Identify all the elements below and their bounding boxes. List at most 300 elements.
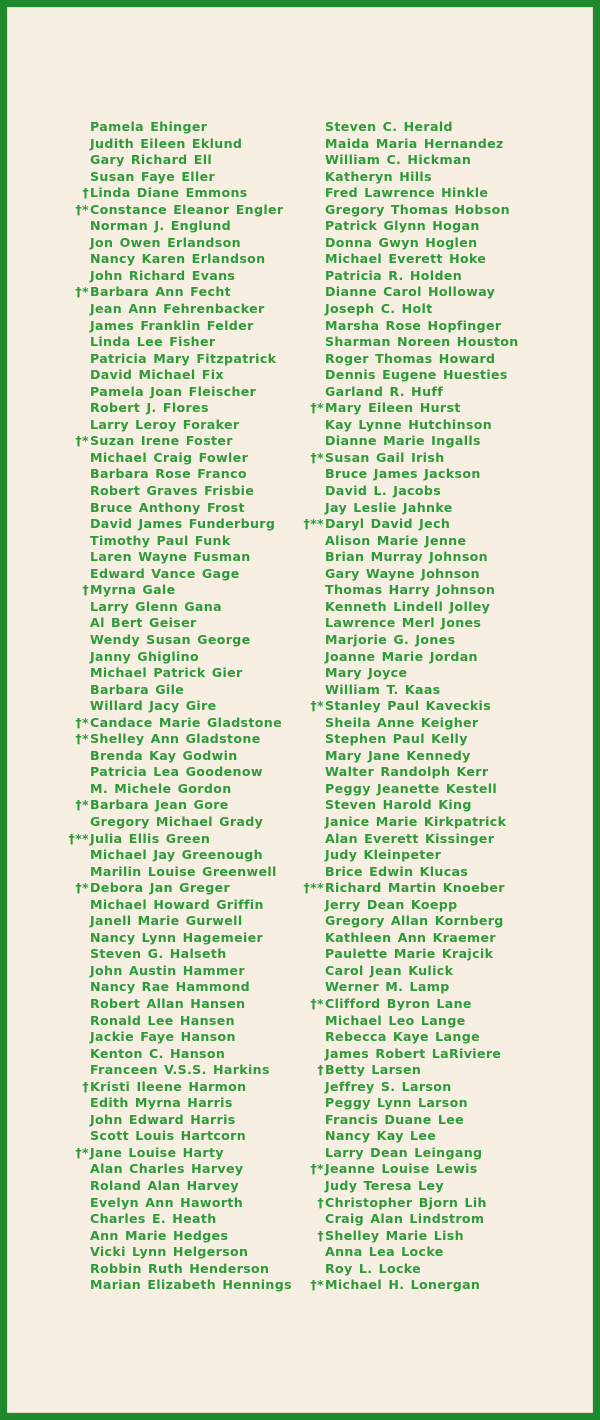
person-name: Anna Lea Locke <box>325 1244 444 1260</box>
name-entry <box>90 318 292 335</box>
name-entry <box>90 963 292 980</box>
person-name: Alison Marie Jenne <box>325 532 467 548</box>
name-entry <box>90 649 292 666</box>
person-name: Larry Dean Leingang <box>325 1144 483 1160</box>
name-entry <box>325 1095 519 1112</box>
person-name: Christopher Bjorn Lih <box>325 1194 487 1210</box>
person-name: Larry Glenn Gana <box>90 598 222 614</box>
person-name: Ann Marie Hedges <box>90 1227 229 1243</box>
person-name: Joseph C. Holt <box>325 301 433 317</box>
name-entry <box>90 979 292 996</box>
person-name: Steven Harold King <box>325 797 472 813</box>
name-entry <box>310 1277 519 1294</box>
name-entry <box>317 1194 519 1212</box>
honor-mark: †* <box>310 1161 324 1177</box>
person-name: Shelley Marie Lish <box>325 1227 464 1243</box>
person-name: Nancy Rae Hammond <box>90 979 251 995</box>
person-name: Brian Murray Johnson <box>325 549 488 565</box>
name-entry <box>75 731 292 748</box>
name-entry <box>325 1145 519 1162</box>
person-name: Thomas Harry Johnson <box>325 582 496 598</box>
person-name: Michael Leo Lange <box>325 1012 466 1028</box>
person-name: William C. Hickman <box>325 152 472 168</box>
name-entry <box>325 632 519 649</box>
name-entry <box>325 781 519 798</box>
person-name: Pamela Joan Fleischer <box>90 383 257 399</box>
name-entry <box>317 1227 519 1245</box>
person-name: Stanley Paul Kaveckis <box>325 698 492 714</box>
name-entry <box>325 218 519 235</box>
name-entry <box>325 1261 519 1278</box>
person-name: Alan Everett Kissinger <box>325 830 495 846</box>
person-name: Gregory Allan Kornberg <box>325 913 504 929</box>
person-name: Al Bert Geiser <box>90 615 197 631</box>
person-name: Susan Faye Eller <box>90 168 216 184</box>
honor-mark: †* <box>310 1277 324 1293</box>
name-entry <box>325 251 519 268</box>
person-name: James Franklin Felder <box>90 317 254 333</box>
person-name: Edward Vance Gage <box>90 565 240 581</box>
person-name: Judy Kleinpeter <box>325 847 442 863</box>
person-name: Vicki Lynn Helgerson <box>90 1244 249 1260</box>
name-entry <box>75 880 292 897</box>
name-entry <box>90 996 292 1013</box>
name-entry <box>325 1112 519 1129</box>
person-name: Jeffrey S. Larson <box>325 1078 452 1094</box>
honor-mark: †* <box>310 698 324 714</box>
name-entry <box>75 714 292 732</box>
person-name: Marian Elizabeth Hennings <box>90 1277 292 1293</box>
name-entry <box>90 417 292 434</box>
name-entry <box>90 897 292 914</box>
person-name: David James Funderburg <box>90 516 276 532</box>
person-name: Barbara Ann Fecht <box>90 284 232 300</box>
name-entry <box>325 946 519 963</box>
name-entry <box>90 400 292 417</box>
name-entry <box>90 847 292 864</box>
person-name: Paulette Marie Krajcik <box>325 946 494 962</box>
name-entry <box>90 1112 292 1129</box>
person-name: Jackie Faye Hanson <box>90 1029 236 1045</box>
person-name: Kathleen Ann Kraemer <box>325 929 496 945</box>
name-entry <box>90 913 292 930</box>
person-name: Werner M. Lamp <box>325 979 450 995</box>
name-entry <box>325 748 519 765</box>
person-name: Mary Jane Kennedy <box>325 747 471 763</box>
name-entry <box>325 864 519 881</box>
name-entry <box>90 682 292 699</box>
honor-mark: †* <box>310 400 324 416</box>
name-entry <box>90 549 292 566</box>
name-entry <box>75 201 292 219</box>
honor-mark: †* <box>75 201 89 217</box>
person-name: Myrna Gale <box>90 582 176 598</box>
name-entry <box>90 1195 292 1212</box>
name-entry <box>90 1211 292 1228</box>
person-name: Brice Edwin Klucas <box>325 863 469 879</box>
name-entry <box>90 351 292 368</box>
name-entry <box>325 1079 519 1096</box>
person-name: Jeanne Louise Lewis <box>325 1161 478 1177</box>
name-entry <box>325 1244 519 1261</box>
name-entry <box>325 136 519 153</box>
name-entry <box>325 466 519 483</box>
name-entry <box>90 1029 292 1046</box>
name-entry <box>90 632 292 649</box>
name-entry <box>310 698 519 715</box>
honor-mark: †* <box>75 714 89 730</box>
person-name: James Robert LaRiviere <box>325 1045 502 1061</box>
person-name: Larry Leroy Foraker <box>90 416 240 432</box>
name-entry <box>325 831 519 848</box>
person-name: Janice Marie Kirkpatrick <box>325 813 507 829</box>
person-name: Patricia Lea Goodenow <box>90 764 263 780</box>
person-name: Donna Gwyn Hoglen <box>325 234 478 250</box>
name-entry <box>325 930 519 947</box>
honor-mark: † <box>317 1062 324 1078</box>
name-entry <box>310 400 519 417</box>
name-entry <box>90 1046 292 1063</box>
person-name: Richard Martin Knoeber <box>325 880 505 896</box>
person-name: Susan Gail Irish <box>325 449 445 465</box>
honor-mark: †* <box>310 449 324 465</box>
person-name: Brenda Kay Godwin <box>90 747 238 763</box>
person-name: Peggy Lynn Larson <box>325 1095 468 1111</box>
person-name: Roland Alan Harvey <box>90 1178 239 1193</box>
name-entry <box>90 334 292 351</box>
person-name: Michael Howard Griffin <box>90 896 264 912</box>
person-name: Alan Charles Harvey <box>90 1161 244 1177</box>
name-entry <box>325 169 519 186</box>
name-entry <box>90 367 292 384</box>
person-name: Evelyn Ann Haworth <box>90 1194 244 1210</box>
person-name: Garland R. Huff <box>325 383 444 399</box>
honor-mark: †* <box>75 433 89 449</box>
person-name: Patricia R. Holden <box>325 267 463 283</box>
name-entry <box>325 351 519 368</box>
name-entry <box>325 797 519 814</box>
name-entry <box>325 979 519 996</box>
person-name: Steven C. Herald <box>325 119 453 134</box>
name-entry <box>75 284 292 301</box>
person-name: Janny Ghiglino <box>90 648 199 664</box>
name-entry <box>90 814 292 831</box>
name-entry <box>325 665 519 682</box>
name-entry <box>90 764 292 781</box>
name-entry <box>325 764 519 781</box>
name-entry <box>325 913 519 930</box>
name-entry <box>90 235 292 252</box>
honor-mark: † <box>317 1227 324 1243</box>
person-name: Steven G. Halseth <box>90 946 227 962</box>
person-name: Franceen V.S.S. Harkins <box>90 1062 270 1078</box>
name-entry <box>90 218 292 235</box>
honor-mark: † <box>82 1078 89 1094</box>
name-entry <box>325 615 519 632</box>
name-entry <box>325 963 519 980</box>
name-entry <box>90 781 292 798</box>
person-name: Laren Wayne Fusman <box>90 549 251 565</box>
name-entry <box>90 1095 292 1112</box>
name-entry <box>90 466 292 483</box>
name-entry <box>303 516 519 533</box>
name-entry <box>325 152 519 169</box>
person-name: Clifford Byron Lane <box>325 995 472 1011</box>
name-entry <box>325 185 519 202</box>
person-name: John Richard Evans <box>90 267 236 283</box>
name-entry <box>82 582 292 599</box>
person-name: Mary Joyce <box>325 665 408 681</box>
person-name: Kristi Ileene Harmon <box>90 1078 247 1094</box>
name-entry <box>325 1128 519 1145</box>
name-entry <box>325 417 519 434</box>
name-entry <box>325 235 519 252</box>
person-name: Timothy Paul Funk <box>90 532 231 548</box>
person-name: David L. Jacobs <box>325 483 442 499</box>
name-entry <box>90 1161 292 1178</box>
person-name: Peggy Jeanette Kestell <box>325 780 498 796</box>
name-entry <box>325 533 519 550</box>
person-name: Betty Larsen <box>325 1062 422 1078</box>
name-entry <box>325 483 519 500</box>
name-entry <box>90 500 292 517</box>
person-name: Dennis Eugene Huesties <box>325 367 508 383</box>
name-entry <box>90 516 292 533</box>
name-entry <box>325 1013 519 1030</box>
person-name: Dianne Marie Ingalls <box>325 433 481 449</box>
name-entry <box>310 1161 519 1178</box>
name-entry <box>325 384 519 401</box>
person-name: Katheryn Hills <box>325 168 432 184</box>
person-name: Julia Ellis Green <box>90 830 211 846</box>
name-entry <box>317 1062 519 1079</box>
name-entry <box>90 1178 292 1195</box>
person-name: Carol Jean Kulick <box>325 962 454 978</box>
person-name: Stephen Paul Kelly <box>325 731 468 747</box>
name-entry <box>325 433 519 450</box>
name-entry <box>325 731 519 748</box>
person-name: Linda Lee Fisher <box>90 334 216 350</box>
person-name: Suzan Irene Foster <box>90 433 233 449</box>
name-entry <box>90 136 292 153</box>
person-name: Patrick Glynn Hogan <box>325 218 480 234</box>
person-name: Barbara Rose Franco <box>90 466 247 482</box>
person-name: Roy L. Locke <box>325 1260 422 1276</box>
name-entry <box>90 599 292 616</box>
person-name: Norman J. Englund <box>90 218 232 234</box>
person-name: Jon Owen Erlandson <box>90 234 241 250</box>
person-name: Michael Patrick Gier <box>90 665 243 681</box>
name-list-left-column <box>68 119 292 1294</box>
name-entry <box>325 1211 519 1228</box>
person-name: Linda Diane Emmons <box>90 185 248 201</box>
person-name: Gary Richard Ell <box>90 152 213 168</box>
person-name: John Austin Hammer <box>90 962 245 978</box>
person-name: Marilin Louise Greenwell <box>90 863 277 879</box>
name-entry <box>90 384 292 401</box>
name-entry <box>325 119 519 136</box>
name-entry <box>310 449 519 467</box>
name-entry <box>90 1261 292 1278</box>
name-entry <box>90 930 292 947</box>
honor-mark: † <box>82 185 89 201</box>
name-list-right-column <box>303 119 519 1294</box>
person-name: Willard Jacy Gire <box>90 698 217 714</box>
person-name: Judy Teresa Ley <box>325 1178 444 1193</box>
honor-mark: † <box>317 1194 324 1210</box>
person-name: Scott Louis Hartcorn <box>90 1128 247 1144</box>
name-entry <box>325 367 519 384</box>
honor-mark: †* <box>310 995 324 1011</box>
person-name: Nancy Lynn Hagemeier <box>90 929 264 945</box>
person-name: Debora Jan Greger <box>90 880 231 896</box>
person-name: Walter Randolph Kerr <box>325 764 489 780</box>
name-entry <box>90 1013 292 1030</box>
name-entry <box>75 1144 292 1162</box>
name-entry <box>325 301 519 318</box>
name-entry <box>325 682 519 699</box>
name-entry <box>68 830 292 848</box>
name-entry <box>90 1062 292 1079</box>
name-entry <box>90 119 292 136</box>
person-name: Robert J. Flores <box>90 400 209 416</box>
name-entry <box>90 533 292 550</box>
name-entry <box>310 995 519 1013</box>
person-name: Maida Maria Hernandez <box>325 135 504 151</box>
name-entry <box>90 946 292 963</box>
name-entry <box>325 334 519 351</box>
person-name: Edith Myrna Harris <box>90 1095 233 1111</box>
name-entry <box>90 268 292 285</box>
person-name: Barbara Gile <box>90 681 185 697</box>
person-name: Fred Lawrence Hinkle <box>325 185 489 201</box>
person-name: Charles E. Heath <box>90 1211 217 1227</box>
name-entry <box>82 1078 292 1096</box>
name-entry <box>90 1228 292 1245</box>
name-entry <box>90 698 292 715</box>
name-entry <box>325 500 519 517</box>
person-name: Barbara Jean Gore <box>90 797 229 813</box>
name-entry <box>90 864 292 881</box>
name-entry <box>325 847 519 864</box>
person-name: Patricia Mary Fitzpatrick <box>90 350 277 366</box>
person-name: Nancy Karen Erlandson <box>90 251 266 267</box>
person-name: Wendy Susan George <box>90 631 251 647</box>
name-entry <box>325 1029 519 1046</box>
honor-mark: †* <box>75 797 89 813</box>
honor-mark: †** <box>68 830 89 846</box>
name-entry <box>90 450 292 467</box>
honor-mark: † <box>82 582 89 598</box>
honor-mark: †** <box>303 880 324 896</box>
person-name: Constance Eleanor Engler <box>90 201 284 217</box>
person-name: Joanne Marie Jordan <box>325 648 478 664</box>
person-name: Kay Lynne Hutchinson <box>325 416 493 432</box>
person-name: Ronald Lee Hansen <box>90 1012 235 1028</box>
person-name: Sharman Noreen Houston <box>325 334 519 350</box>
person-name: Jane Louise Harty <box>90 1144 224 1160</box>
name-entry <box>325 649 519 666</box>
honor-mark: †** <box>303 516 324 532</box>
name-entry <box>325 284 519 301</box>
person-name: M. Michele Gordon <box>90 780 232 796</box>
person-name: Gregory Thomas Hobson <box>325 201 510 217</box>
name-entry <box>90 665 292 682</box>
honor-mark: †* <box>75 731 89 747</box>
person-name: Judith Eileen Eklund <box>90 135 243 151</box>
person-name: Jay Leslie Jahnke <box>325 499 453 515</box>
person-name: Bruce Anthony Frost <box>90 499 245 515</box>
person-name: Lawrence Merl Jones <box>325 615 482 631</box>
person-name: David Michael Fix <box>90 367 224 383</box>
person-name: Daryl David Jech <box>325 516 451 532</box>
person-name: Michael Jay Greenough <box>90 847 263 863</box>
person-name: Jean Ann Fehrenbacker <box>90 301 265 317</box>
name-entry <box>90 169 292 186</box>
person-name: Shelley Ann Gladstone <box>90 731 261 747</box>
name-entry <box>325 582 519 599</box>
name-entry <box>325 566 519 583</box>
name-entry <box>90 483 292 500</box>
person-name: Gregory Michael Grady <box>90 813 264 829</box>
name-entry <box>325 318 519 335</box>
person-name: Jerry Dean Koepp <box>325 896 458 912</box>
name-entry <box>325 1178 519 1195</box>
name-entry <box>90 748 292 765</box>
person-name: Roger Thomas Howard <box>325 350 496 366</box>
name-entry <box>325 549 519 566</box>
name-entry <box>75 433 292 450</box>
person-name: John Edward Harris <box>90 1111 236 1127</box>
person-name: Michael Everett Hoke <box>325 251 487 267</box>
honor-mark: †* <box>75 880 89 896</box>
program-page <box>7 7 593 1413</box>
person-name: Candace Marie Gladstone <box>90 714 282 730</box>
name-entry <box>90 152 292 169</box>
person-name: Michael H. Lonergan <box>325 1277 481 1293</box>
name-entry <box>325 715 519 732</box>
person-name: Michael Craig Fowler <box>90 449 249 465</box>
person-name: Marjorie G. Jones <box>325 631 456 647</box>
name-entry <box>90 615 292 632</box>
person-name: Pamela Ehinger <box>90 119 208 134</box>
name-entry <box>75 797 292 814</box>
name-entry <box>303 880 519 897</box>
honor-mark: †* <box>75 284 89 300</box>
name-entry <box>325 268 519 285</box>
name-entry <box>325 599 519 616</box>
person-name: Dianne Carol Holloway <box>325 284 496 300</box>
person-name: Kenton C. Hanson <box>90 1045 226 1061</box>
name-entry <box>90 1128 292 1145</box>
name-entry <box>90 1277 292 1294</box>
person-name: Bruce James Jackson <box>325 466 481 482</box>
name-entry <box>90 251 292 268</box>
name-entry <box>325 814 519 831</box>
person-name: Craig Alan Lindstrom <box>325 1211 485 1227</box>
person-name: Robert Graves Frisbie <box>90 483 255 499</box>
person-name: Janell Marie Gurwell <box>90 913 243 929</box>
person-name: Francis Duane Lee <box>325 1111 465 1127</box>
person-name: Marsha Rose Hopfinger <box>325 317 502 333</box>
person-name: Sheila Anne Keigher <box>325 714 479 730</box>
person-name: Gary Wayne Johnson <box>325 565 480 581</box>
name-entry <box>325 1046 519 1063</box>
name-entry <box>90 566 292 583</box>
name-entry <box>90 301 292 318</box>
person-name: William T. Kaas <box>325 681 441 697</box>
person-name: Rebecca Kaye Lange <box>325 1029 480 1045</box>
